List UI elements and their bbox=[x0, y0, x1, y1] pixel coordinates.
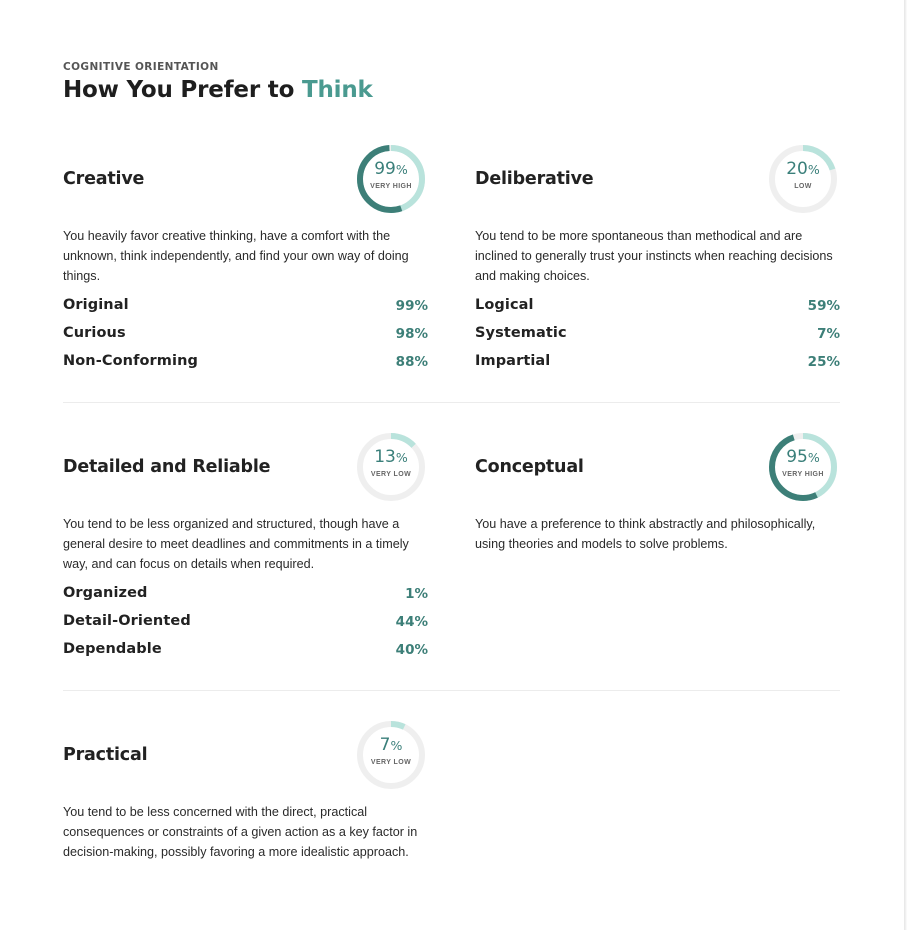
trait-list bbox=[475, 297, 840, 381]
trait-row bbox=[63, 297, 428, 325]
trait-name: Original bbox=[63, 297, 129, 313]
trait-row bbox=[475, 353, 840, 381]
score-gauge bbox=[355, 431, 427, 503]
score-gauge bbox=[355, 719, 427, 791]
card-creative bbox=[63, 143, 428, 383]
trait-name: Organized bbox=[63, 585, 148, 601]
score-gauge bbox=[767, 143, 839, 215]
gauge-ring bbox=[355, 431, 427, 503]
gauge-ring bbox=[355, 143, 427, 215]
trait-row bbox=[63, 325, 428, 353]
trait-name: Non-Conforming bbox=[63, 353, 198, 369]
trait-row bbox=[63, 641, 428, 669]
card-practical bbox=[63, 719, 428, 899]
card-description: You tend to be less concerned with the direct, practical consequences or constraints of a given action as a key factor in decision-making, possibly favoring a more idealistic approach. bbox=[63, 805, 418, 859]
gauge-percent: 99% bbox=[374, 159, 408, 179]
card-description: You tend to be more spontaneous than methodical and are inclined to generally trust your instincts when reaching decisions and making choices. bbox=[475, 229, 833, 283]
card-title: Deliberative bbox=[475, 169, 594, 189]
card-title: Detailed and Reliable bbox=[63, 457, 271, 477]
gauge-ring bbox=[767, 431, 839, 503]
card-conceptual bbox=[475, 431, 840, 671]
trait-value: 98% bbox=[395, 326, 428, 342]
page-title bbox=[63, 77, 373, 103]
title-accent: Think bbox=[302, 77, 373, 103]
trait-name: Curious bbox=[63, 325, 126, 341]
card-description: You tend to be less organized and structured, though have a general desire to meet deadlines and commitments in a timely way, and can focus on details when required. bbox=[63, 517, 409, 571]
gauge-percent: 95% bbox=[786, 447, 820, 467]
card-detailed-and-reliable bbox=[63, 431, 428, 671]
gauge-ring bbox=[767, 143, 839, 215]
section-divider bbox=[63, 690, 840, 691]
trait-list bbox=[63, 297, 428, 381]
section-eyebrow: COGNITIVE ORIENTATION bbox=[63, 61, 219, 73]
trait-list bbox=[63, 585, 428, 669]
card-description: You heavily favor creative thinking, have a comfort with the unknown, think independently, and find your own way of doing things. bbox=[63, 229, 409, 283]
trait-name: Detail-Oriented bbox=[63, 613, 191, 629]
card-title: Conceptual bbox=[475, 457, 584, 477]
gauge-percent: 7% bbox=[379, 735, 403, 755]
trait-row bbox=[475, 325, 840, 353]
gauge-track bbox=[360, 724, 422, 786]
gauge-level: VERY LOW bbox=[370, 471, 412, 478]
card-description: You have a preference to think abstractly and philosophically, using theories and models to solve problems. bbox=[475, 517, 816, 551]
score-gauge bbox=[355, 143, 427, 215]
gauge-level: LOW bbox=[794, 183, 812, 190]
trait-name: Systematic bbox=[475, 325, 567, 341]
trait-value: 88% bbox=[395, 354, 428, 370]
trait-name: Impartial bbox=[475, 353, 551, 369]
gauge-level: VERY LOW bbox=[370, 759, 412, 766]
card-title: Creative bbox=[63, 169, 145, 189]
trait-value: 7% bbox=[817, 326, 840, 342]
trait-value: 40% bbox=[395, 642, 428, 658]
gauge-level: VERY HIGH bbox=[782, 471, 824, 478]
trait-row bbox=[475, 297, 840, 325]
page-edge bbox=[904, 0, 912, 930]
gauge-percent: 13% bbox=[374, 447, 408, 467]
trait-row bbox=[63, 353, 428, 381]
gauge-ring bbox=[355, 719, 427, 791]
trait-row bbox=[63, 613, 428, 641]
card-title: Practical bbox=[63, 745, 148, 765]
title-prefix: How You Prefer to bbox=[63, 77, 302, 103]
trait-name: Dependable bbox=[63, 641, 162, 657]
section-divider bbox=[63, 402, 840, 403]
trait-row bbox=[63, 585, 428, 613]
trait-value: 25% bbox=[807, 354, 840, 370]
trait-name: Logical bbox=[475, 297, 534, 313]
score-gauge bbox=[767, 431, 839, 503]
trait-value: 59% bbox=[807, 298, 840, 314]
gauge-level: VERY HIGH bbox=[370, 183, 412, 190]
trait-value: 1% bbox=[405, 586, 428, 602]
trait-value: 99% bbox=[395, 298, 428, 314]
gauge-percent: 20% bbox=[786, 159, 820, 179]
trait-value: 44% bbox=[395, 614, 428, 630]
card-deliberative bbox=[475, 143, 840, 383]
